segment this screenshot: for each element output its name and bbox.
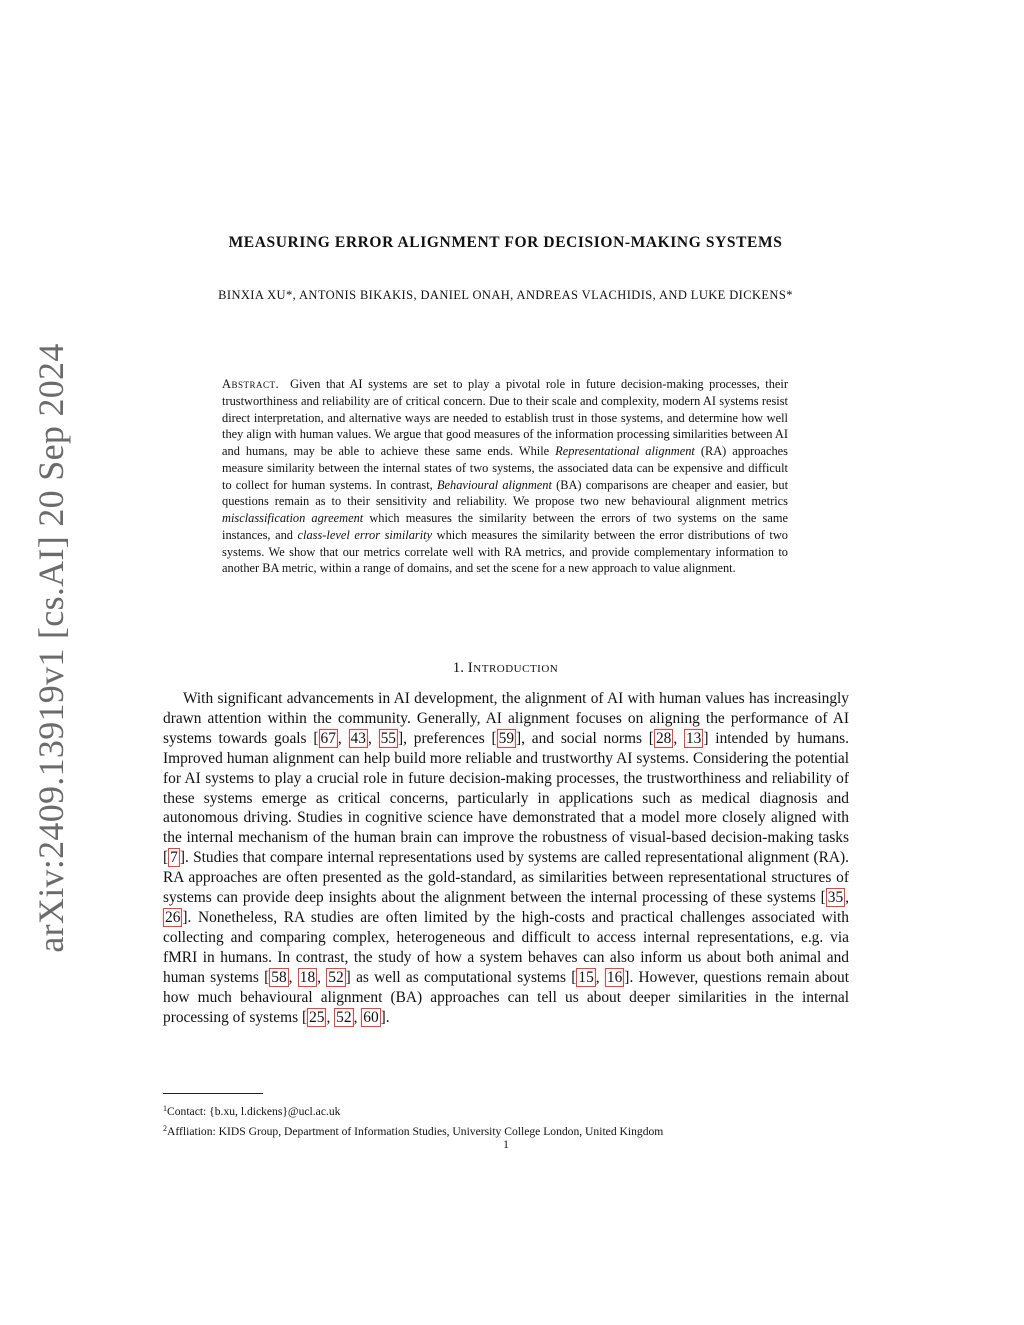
footnote-affiliation bbox=[163, 1120, 863, 1140]
abstract-emphasis: class-level error similarity bbox=[297, 527, 433, 542]
abstract-label: Abstract. bbox=[222, 377, 280, 391]
footnote-mark: 1 bbox=[163, 1104, 167, 1113]
author-list: BINXIA XU*, ANTONIS BIKAKIS, DANIEL ONAH, ANDREAS VLACHIDIS, AND LUKE DICKENS* bbox=[218, 288, 793, 302]
page-number: 1 bbox=[503, 1138, 509, 1151]
citation-link[interactable]: 28 bbox=[655, 729, 672, 747]
section-title: Introduction bbox=[467, 660, 559, 676]
footnotes bbox=[163, 1100, 863, 1140]
citation-link[interactable]: 25 bbox=[309, 1008, 325, 1026]
body-text: , preferences bbox=[403, 729, 492, 747]
abstract-text: which measures the similarity between the errors of two systems on the same instances, and bbox=[222, 511, 788, 542]
citation-link[interactable]: 15 bbox=[578, 968, 594, 986]
paper-title: MEASURING ERROR ALIGNMENT FOR DECISION-MAKING SYSTEMS bbox=[228, 234, 783, 251]
section-number: 1. bbox=[452, 660, 465, 676]
citation-link[interactable]: 7 bbox=[170, 849, 178, 867]
citation-link[interactable]: 16 bbox=[606, 968, 623, 986]
citation-link[interactable]: 59 bbox=[498, 729, 515, 747]
footnote-text: Affliation: KIDS Group, Department of Information Studies, University College London, United Kingdom bbox=[167, 1125, 664, 1138]
citation-link[interactable]: 52 bbox=[336, 1008, 352, 1026]
arxiv-identifier: arXiv:2409.13919v1 [cs.AI] 20 Sep 2024 bbox=[31, 343, 71, 953]
citation-link[interactable]: 26 bbox=[165, 908, 181, 926]
body-text: . bbox=[385, 1008, 390, 1026]
citation-link[interactable]: 67 bbox=[320, 729, 336, 747]
citation-link[interactable]: 18 bbox=[299, 968, 316, 986]
abstract-text: (BA) comparisons are cheaper and easier, but questions remain as to their sensitivity and reliability. We propose two new behavioural alignment metrics bbox=[222, 477, 789, 509]
abstract-emphasis: Behavioural alignment bbox=[436, 477, 552, 492]
abstract-emphasis: Representational alignment bbox=[555, 444, 695, 458]
citation-link[interactable]: 13 bbox=[685, 729, 702, 747]
abstract-text: (RA) approaches measure similarity between the internal states of two systems, the associated data can be expensive and difficult to collect for human systems. In contrast, bbox=[222, 444, 788, 492]
body-text: . Studies that compare internal representations used by systems are called representational alignment (RA). RA approaches are often presented as the gold-standard, as similarities between representational structures of systems can provide deep insights about the alignment between the internal processing of these systems bbox=[163, 849, 849, 907]
citation-link[interactable]: 52 bbox=[328, 968, 344, 986]
body-text: intended by humans. Improved human alignment can help build more reliable and trustworthy AI systems. Considering the potential for AI systems to play a crucial role in future decision-making processes, the trustworthiness and reliability of these systems emerge as critical concerns, particularly in applications such as medical diagnosis and autonomous driving. Studies in cognitive science have demonstrated that a model more closely aligned with the internal mechanism of the human brain can improve the robustness of visual-based decision-making tasks bbox=[163, 729, 850, 847]
footnote-contact bbox=[163, 1100, 863, 1120]
abstract bbox=[222, 376, 788, 577]
abstract-text: which measures the similarity between the error distributions of two systems. We show that our metrics correlate well with RA metrics, and provide complementary information to another BA metric, within a range of domains, and set the scene for a new approach to value alignment. bbox=[222, 527, 788, 576]
footnote-text: Contact: {b.xu, l.dickens}@ucl.ac.uk bbox=[167, 1105, 341, 1118]
introduction-paragraph: With significant advancements in AI development, the alignment of AI with human values has increasingly drawn attention within the community. Generally, AI alignment focuses on aligning the performance of AI systems towards goals [ 67 , 43 , 55 ], preferences [ 59 ], and social norms [ 28 , 13 ] intended by humans. Improved human alignment can help build more reliable and trustworthy AI systems. Considering the potential for AI systems to play a crucial role in future decision-making processes, the trustworthiness and reliability of these systems emerge as critical concerns, particularly in applications such as medical diagnosis and autonomous driving. Studies in cognitive science have demonstrated that a model more closely aligned with the internal mechanism of the human brain can improve the robustness of visual-based decision-making tasks [ 7 ]. Studies that compare internal representations used by systems are called representational alignment (RA). RA approaches are often presented as the gold-standard, as similarities between representational structures of systems can provide deep insights about the alignment between the internal processing of these systems [ 35 , 26 ]. Nonetheless, RA studies are often limited by the high-costs and practical challenges associated with collecting and comparing complex, heterogeneous and difficult to access internal representations, e.g. via fMRI in humans. In contrast, the study of how a system behaves can also inform us about both animal and human systems [ 58 , 18 , 52 ] as well as computational systems [ 15 , 16 ]. However, questions remain about how much behavioural alignment (BA) approaches can tell us about deeper similarities in the internal processing of systems [ 25 , 52 , 60 ]. bbox=[163, 690, 850, 1026]
footnote-mark: 2 bbox=[163, 1124, 167, 1133]
citation-link[interactable]: 58 bbox=[271, 968, 287, 986]
section-heading bbox=[163, 660, 848, 677]
citation-link[interactable]: 55 bbox=[380, 729, 396, 747]
citation-link[interactable]: 43 bbox=[350, 729, 366, 747]
body-text: as well as computational systems bbox=[350, 968, 572, 986]
body-text: . However, questions remain about how much behavioural alignment (BA) approaches can tell us about deeper similarities in the internal processing of systems bbox=[163, 968, 850, 1026]
introduction-body bbox=[163, 689, 849, 1027]
body-text: , and social norms bbox=[521, 729, 649, 747]
body-text: With significant advancements in AI development, the alignment of AI with human values has increasingly drawn attention within the community. Generally, AI alignment focuses on aligning the performance of AI systems towards goals bbox=[163, 690, 849, 747]
footnote-divider bbox=[163, 1093, 263, 1094]
abstract-text: Given that AI systems are set to play a pivotal role in future decision-making processes, their trustworthiness and reliability are of critical concern. Due to their scale and complexity, modern AI systems resist direct interpretation, and alternative ways are needed to establish trust in those systems, and determine how well they align with human values. We argue that good measures of the information processing similarities between AI and humans, may be able to achieve these same ends. While bbox=[222, 377, 788, 458]
citation-link[interactable]: 60 bbox=[363, 1008, 379, 1026]
abstract-emphasis: misclassification agreement bbox=[222, 511, 364, 525]
body-text: . Nonetheless, RA studies are often limited by the high-costs and practical challenges associated with collecting and comparing complex, heterogeneous and difficult to access internal representations, e.g. via fMRI in humans. In contrast, the study of how a system behaves can also inform us about both animal and human systems bbox=[163, 908, 849, 986]
citation-link[interactable]: 35 bbox=[827, 889, 844, 907]
